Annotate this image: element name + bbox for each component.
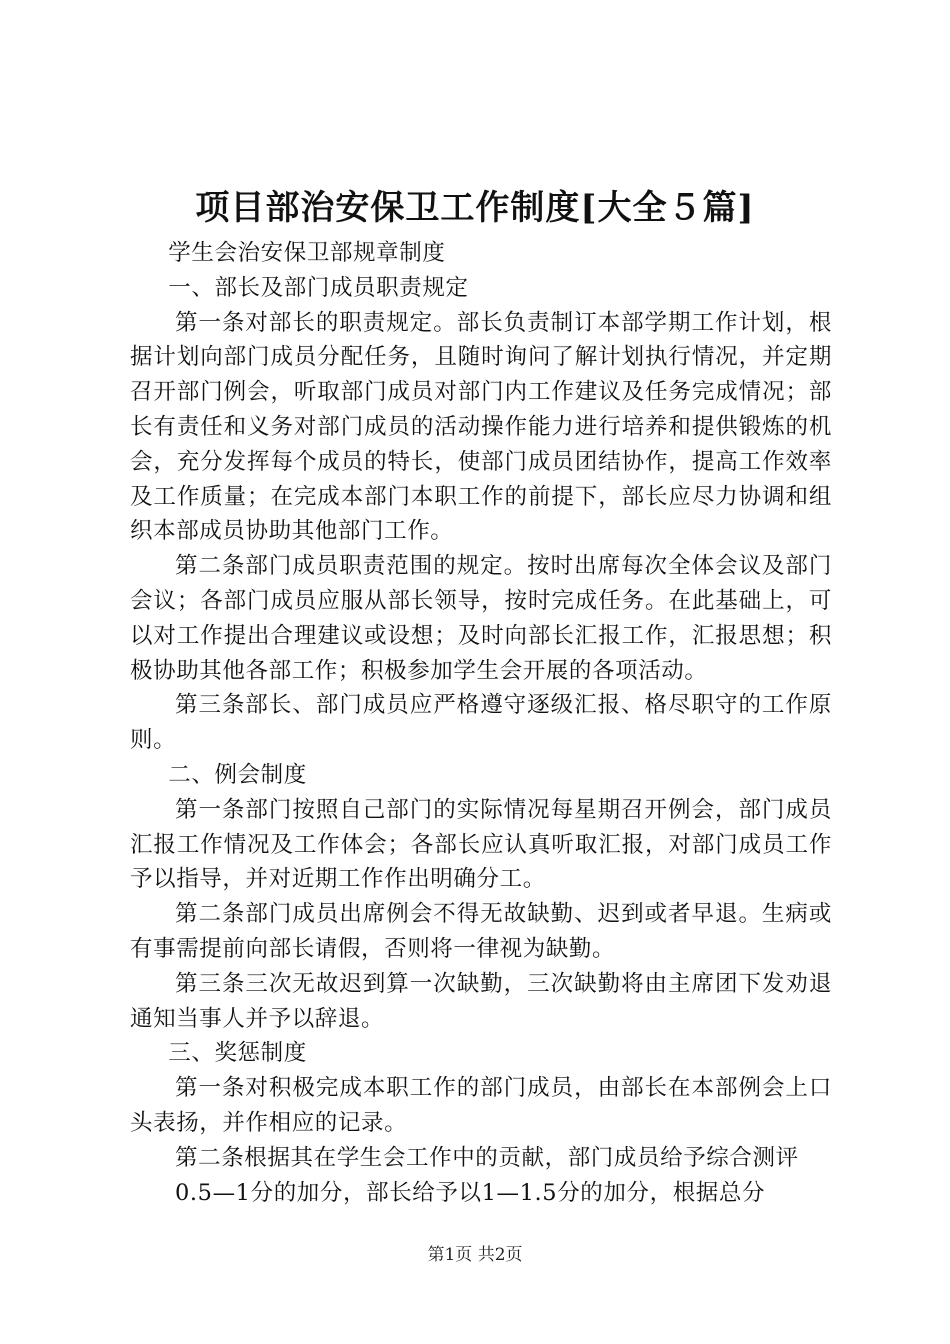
section-heading: 三、奖惩制度 bbox=[168, 1040, 307, 1067]
paragraph: 第二条部门成员职责范围的规定。按时出席每次全体会议及部门会议；各部门成员应服从部长领导，按时完成任务。在此基础上，可以对工作提出合理建议或设想；及时向部长汇报工作，汇报思想；积极协助其他各部工作；积极参加学生会开展的各项活动。 bbox=[130, 553, 832, 684]
document-body bbox=[130, 236, 832, 1210]
section-heading: 一、部长及部门成员职责规定 bbox=[168, 274, 469, 301]
paragraph: 第一条对积极完成本职工作的部门成员，由部长在本部例会上口头表扬，并作相应的记录。 bbox=[130, 1075, 832, 1136]
section-heading: 二、例会制度 bbox=[168, 761, 307, 788]
page-number-footer: 第1页 共2页 bbox=[427, 1245, 523, 1265]
section-subtitle: 学生会治安保卫部规章制度 bbox=[168, 240, 446, 266]
paragraph: 第一条对部长的职责规定。部长负责制订本部学期工作计划，根据计划向部门成员分配任务，且随时询问了解计划执行情况，并定期召开部门例会，听取部门成员对部门内工作建议及任务完成情况；部长有责任和义务对部门成员的活动操作能力进行培养和提供锻炼的机会，充分发挥每个成员的特长，使部门成员团结协作，提高工作效率及工作质量；在完成本部门本职工作的前提下，部长应尽力协调和组织本部成员协助其他部门工作。 bbox=[130, 309, 832, 545]
document-title: 项目部治安保卫工作制度[大全５篇] bbox=[195, 188, 755, 228]
paragraph: 第二条部门成员出席例会不得无故缺勤、迟到或者早退。生病或有事需提前向部长请假，否则将一律视为缺勤。 bbox=[130, 901, 832, 962]
paragraph: 0.5—1分的加分，部长给予以1—1.5分的加分，根据总分 bbox=[175, 1179, 766, 1206]
paragraph: 第三条三次无故迟到算一次缺勤，三次缺勤将由主席团下发劝退通知当事人并予以辞退。 bbox=[130, 970, 832, 1032]
paragraph: 第二条根据其在学生会工作中的贡献，部门成员给予综合测评 bbox=[175, 1144, 799, 1171]
paragraph: 第一条部门按照自己部门的实际情况每星期召开例会，部门成员汇报工作情况及工作体会；各部长应认真听取汇报，对部门成员工作予以指导，并对近期工作作出明确分工。 bbox=[130, 796, 832, 893]
paragraph: 第三条部长、部门成员应严格遵守逐级汇报、格尽职守的工作原则。 bbox=[130, 692, 832, 754]
